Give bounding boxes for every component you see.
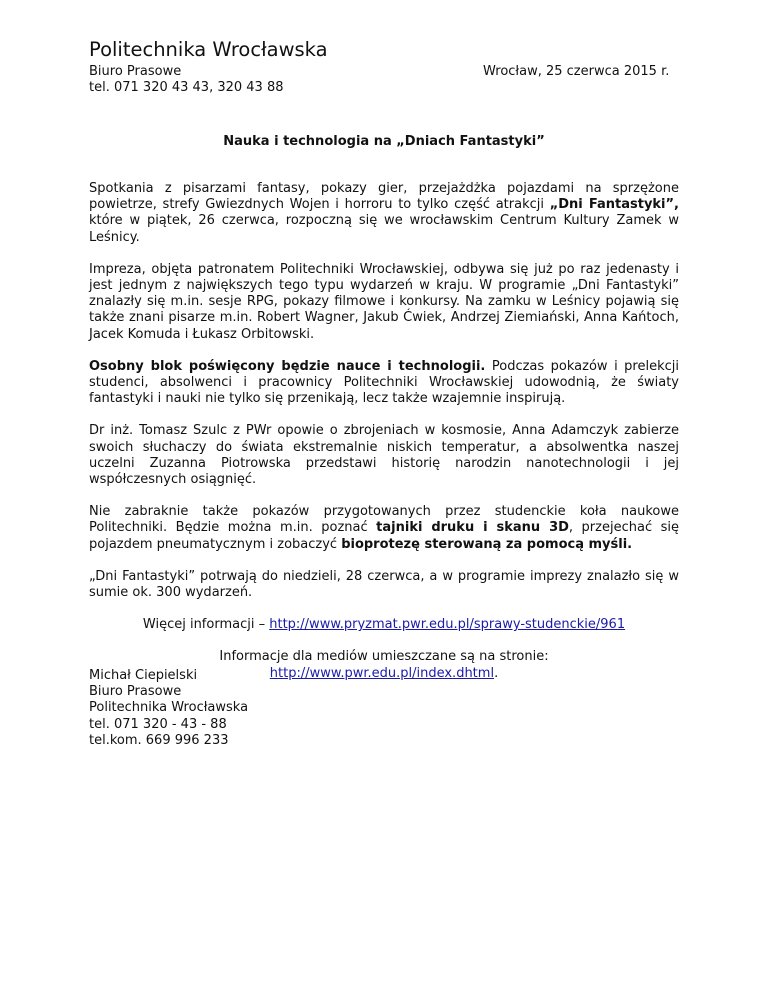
paragraph-5-bold-2: bioprotezę sterowaną za pomocą myśli. (341, 536, 633, 552)
paragraph-5 (89, 504, 679, 553)
paragraph-3 (89, 359, 679, 408)
signature-block (89, 668, 248, 749)
paragraph-5-text-a: Nie zabraknie także pokazów przygotowanych przez studenckie koła naukowe Politechniki. Będzie można m.in. poznać (89, 504, 679, 536)
paragraph-1-text-b: które w piątek, 26 czerwca, rozpoczną się we wrocławskim Centrum Kultury Zamek w Leśnicy. (89, 213, 679, 245)
paragraph-3-bold: Osobny blok poświęcony będzie nauce i technologii. (89, 358, 486, 374)
media-info-link[interactable]: http://www.pwr.edu.pl/index.dhtml (269, 665, 495, 681)
body-text (89, 181, 679, 698)
paragraph-3-text: Podczas pokazów i prelekcji studenci, absolwenci i pracownicy Politechniki Wrocławskiej udowodnią, że światy fantastyki i nauki nie tylko się przenikają, lecz także wzajemnie inspirują. (89, 358, 680, 407)
more-info-link[interactable]: http://www.pryzmat.pwr.edu.pl/sprawy-studenckie/961 (269, 617, 626, 633)
paragraph-4: Dr inż. Tomasz Szulc z PWr opowie o zbrojeniach w kosmosie, Anna Adamczyk zabierze swoich słuchaczy do świata ekstremalnie niskich temperatur, a absolwentka naszej uczelni Zuzanna Piotrowska przedstawi historię narodzin nanotechnologii i jej współczesnych osiągnięć. (89, 423, 679, 488)
office-block (89, 64, 284, 96)
paragraph-2: Impreza, objęta patronatem Politechniki Wrocławskiej, odbywa się już po raz jedenasty i jest jednym z największych tego typu wydarzeń w kraju. W programie „Dni Fantastyki” znalazły się m.in. sesje RPG, pokazy filmowe i konkursy. Na zamku w Leśnicy pojawią się także znani pisarze m.in. Robert Wagner, Jakub Ćwiek, Andrzej Ziemiański, Anna Kańtoch, Jacek Komuda i Łukasz Orbitowski. (89, 261, 679, 342)
signature-org: Politechnika Wrocławska (89, 700, 249, 716)
office-phones: tel. 071 320 43 43, 320 43 88 (89, 80, 284, 95)
media-info-suffix: . (494, 665, 499, 681)
paragraph-6: „Dni Fantastyki” potrwają do niedzieli, 28 czerwca, a w programie imprezy znalazło się w sumie ok. 300 wydarzeń. (89, 568, 679, 601)
date-line: Wrocław, 25 czerwca 2015 r. (483, 64, 670, 79)
paragraph-1-bold: „Dni Fantastyki”, (549, 197, 679, 213)
signature-mobile: tel.kom. 669 996 233 (89, 732, 229, 748)
paragraph-5-text-b: , przejechać się pojazdem pneumatycznym i zobaczyć (89, 520, 679, 552)
paragraph-1-text-a: Spotkania z pisarzami fantasy, pokazy gier, przejażdżka pojazdami na sprzężone powietrze, strefy Gwiezdnych Wojen i horroru to tylko część atrakcji (89, 181, 679, 213)
more-info-line (89, 617, 679, 633)
signature-name: Michał Ciepielski (89, 668, 198, 683)
org-title: Politechnika Wrocławska (89, 38, 328, 61)
signature-office: Biuro Prasowe (89, 684, 182, 700)
paragraph-1 (89, 181, 679, 246)
office-name: Biuro Prasowe (89, 64, 182, 79)
media-info-label: Informacje dla mediów umieszczane są na stronie: (219, 649, 549, 665)
more-info-label: Więcej informacji – (142, 617, 270, 633)
signature-phone: tel. 071 320 - 43 - 88 (89, 716, 227, 732)
paragraph-5-bold-1: tajniki druku i skanu 3D (376, 520, 569, 536)
press-release-title: Nauka i technologia na „Dniach Fantastyki” (223, 134, 545, 149)
